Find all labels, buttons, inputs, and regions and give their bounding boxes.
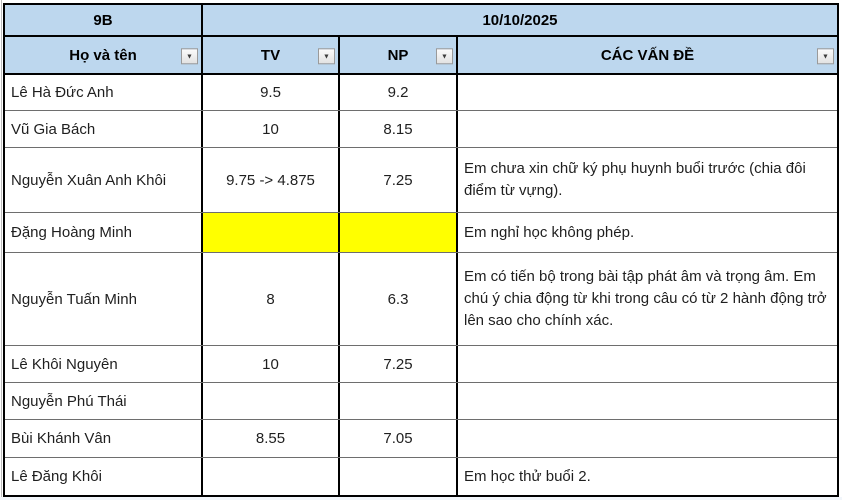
notes-cell[interactable]: Em nghỉ học không phép.: [456, 213, 837, 252]
student-name-cell[interactable]: Bùi Khánh Vân: [11, 430, 112, 447]
student-name-cell[interactable]: Nguyễn Tuấn Minh: [11, 290, 137, 308]
filter-dropdown-icon: ▼: [822, 52, 829, 60]
student-name-cell[interactable]: Lê Hà Đức Anh: [11, 84, 114, 101]
notes-cell[interactable]: [456, 383, 837, 419]
table-row: [5, 75, 837, 110]
table-row: [5, 252, 837, 345]
column-header-row: [5, 37, 837, 75]
table-row: [5, 212, 837, 252]
table-row: [5, 382, 837, 419]
filter-dropdown-icon: ▼: [441, 52, 448, 60]
np-score-cell[interactable]: 7.25: [338, 346, 456, 382]
tv-score-cell[interactable]: 10: [201, 346, 338, 382]
notes-cell[interactable]: [456, 346, 837, 382]
filter-dropdown-icon: ▼: [186, 52, 193, 60]
attendance-score-table: [3, 3, 839, 497]
notes-cell[interactable]: Em có tiến bộ trong bài tập phát âm và trọng âm. Em chú ý chia động từ khi trong câu có từ 2 hành động trở lên sao cho chính xác.: [456, 253, 837, 345]
tv-score-cell[interactable]: 9.75 -> 4.875: [201, 148, 338, 212]
np-score-cell[interactable]: [338, 383, 456, 419]
filter-dropdown-button[interactable]: [318, 48, 335, 64]
tv-score-cell[interactable]: 10: [201, 111, 338, 147]
student-name-cell[interactable]: Đặng Hoàng Minh: [11, 224, 132, 241]
notes-cell[interactable]: [456, 75, 837, 110]
table-title-row: [5, 5, 837, 37]
table-row: [5, 457, 837, 495]
column-header-np-label: NP: [387, 46, 409, 64]
student-name-cell[interactable]: Nguyễn Phú Thái: [11, 392, 127, 410]
np-score-cell[interactable]: 6.3: [338, 253, 456, 345]
student-name-cell[interactable]: Vũ Gia Bách: [11, 120, 96, 138]
student-name-cell[interactable]: Lê Khôi Nguyên: [11, 355, 118, 373]
np-score-cell[interactable]: [338, 213, 456, 252]
tv-score-cell[interactable]: 8: [201, 253, 338, 345]
date-cell[interactable]: [201, 5, 837, 35]
date-label: 10/10/2025: [482, 11, 558, 29]
tv-score-cell[interactable]: [201, 458, 338, 495]
column-header-name[interactable]: [5, 37, 201, 73]
tv-score-cell[interactable]: [201, 383, 338, 419]
column-header-np[interactable]: [338, 37, 456, 73]
table-row: [5, 345, 837, 382]
np-score-cell[interactable]: [338, 458, 456, 495]
notes-cell[interactable]: Em chưa xin chữ ký phụ huynh buổi trước (chia đôi điểm từ vựng).: [456, 148, 837, 212]
column-header-tv[interactable]: [201, 37, 338, 73]
table-row: [5, 147, 837, 212]
worksheet-gridline: [1, 0, 2, 500]
class-label: 9B: [93, 11, 113, 29]
table-body: [5, 75, 837, 495]
notes-cell[interactable]: [456, 420, 837, 457]
filter-dropdown-button[interactable]: [436, 48, 453, 64]
np-score-cell[interactable]: 7.05: [338, 420, 456, 457]
tv-score-cell[interactable]: [201, 213, 338, 252]
notes-cell[interactable]: Em học thử buổi 2.: [456, 458, 837, 495]
student-name-cell[interactable]: Lê Đăng Khôi: [11, 468, 102, 485]
filter-dropdown-icon: ▼: [323, 52, 330, 60]
np-score-cell[interactable]: 8.15: [338, 111, 456, 147]
tv-score-cell[interactable]: 9.5: [201, 75, 338, 110]
column-header-tv-label: TV: [260, 46, 281, 64]
filter-dropdown-button[interactable]: [817, 48, 834, 64]
table-row: [5, 110, 837, 147]
student-name-cell[interactable]: Nguyễn Xuân Anh Khôi: [11, 171, 167, 189]
column-header-issues-label: CÁC VẤN ĐỀ: [600, 46, 695, 64]
filter-dropdown-button[interactable]: [181, 48, 198, 64]
np-score-cell[interactable]: 9.2: [338, 75, 456, 110]
class-label-cell[interactable]: [5, 5, 201, 35]
column-header-issues[interactable]: [456, 37, 837, 73]
column-header-name-label: Họ và tên: [69, 46, 137, 64]
np-score-cell[interactable]: 7.25: [338, 148, 456, 212]
tv-score-cell[interactable]: 8.55: [201, 420, 338, 457]
table-row: [5, 419, 837, 457]
notes-cell[interactable]: [456, 111, 837, 147]
